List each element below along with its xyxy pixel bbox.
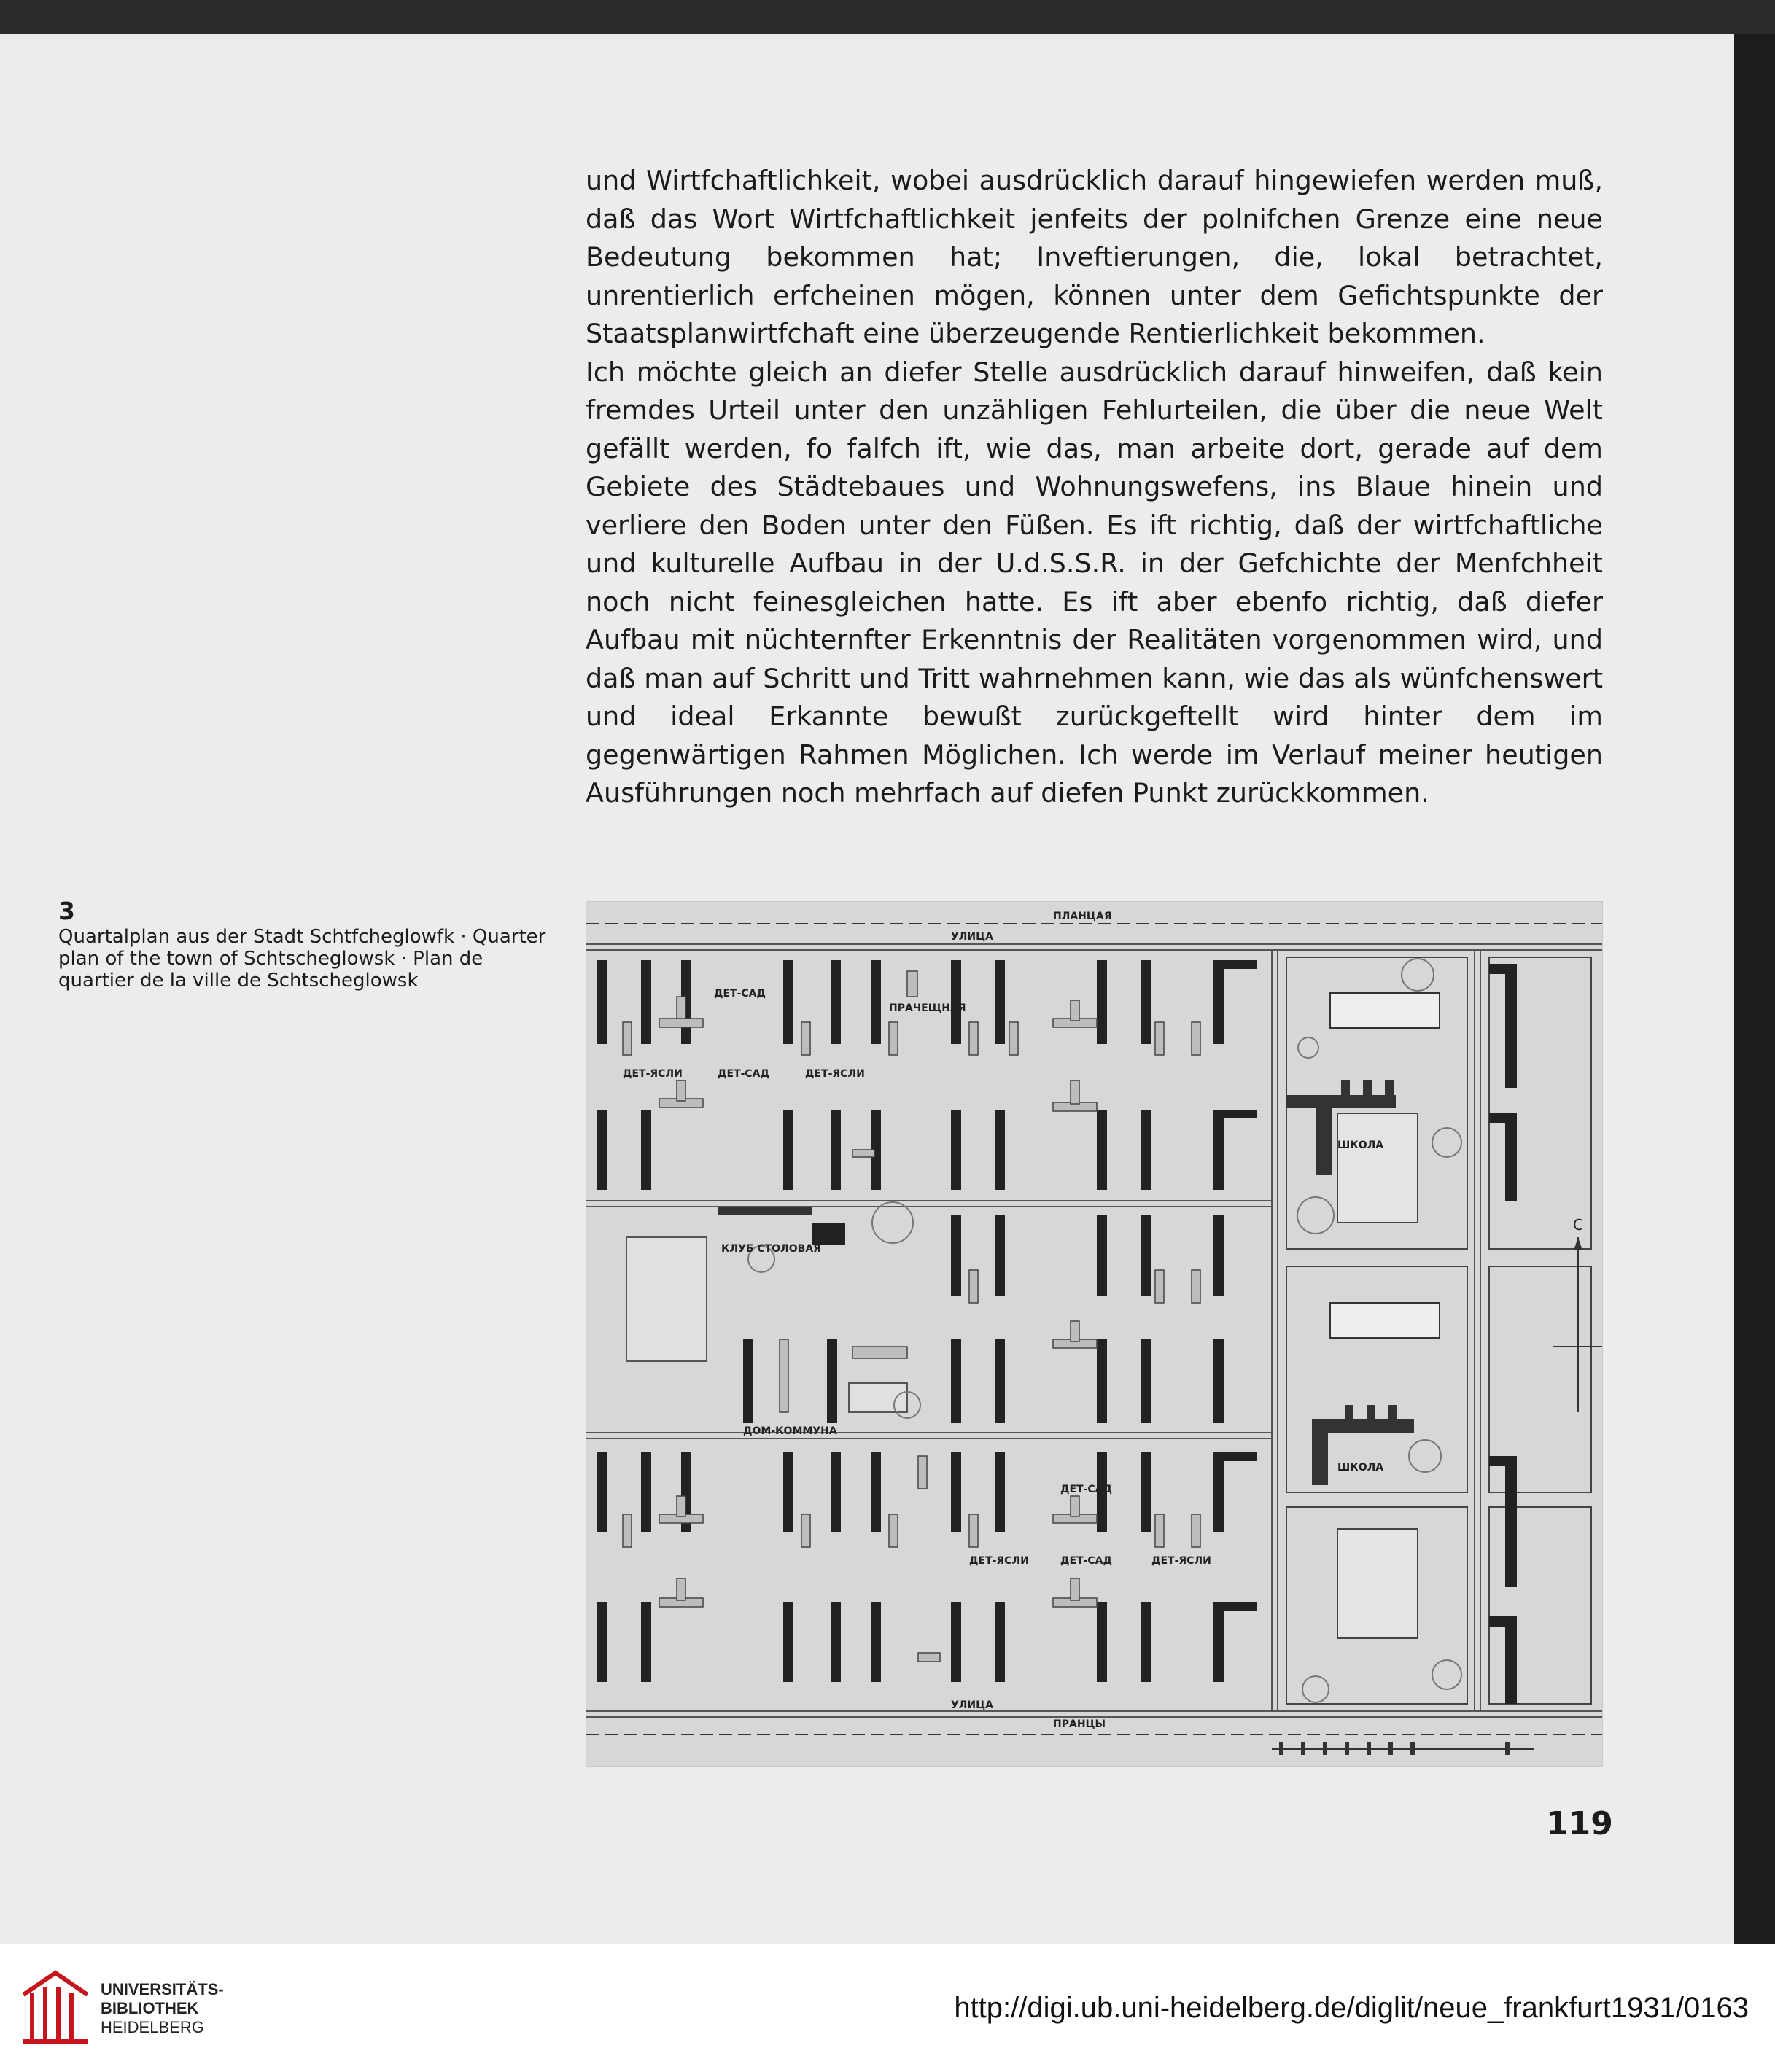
plan-label-street-top-2: УЛИЦА	[951, 931, 993, 943]
paragraph-2: Ich möchte gleich an diefer Stelle ausdrücklich darauf hinweifen, daß kein fremdes Urteil unter den unzähligen Fehlurteilen, die über die neue Welt gefällt werden, fo falfch ift, wie das, man arbeite dort, gerade auf dem Gebiete des Städtebaues und Wohnungswefens, ins Blaue hinein und verliere den Boden unter den Füßen. Es ift richtig, daß der wirtfchaftliche und kulturelle Aufbau in der U.d.S.S.R. in der Gefchichte der Menfchheit noch nicht feinesgleichen hatte. Es ift aber ebenfo richtig, daß diefer Aufbau mit nüchternfter Erkenntnis der Realitäten vorgenommen wird, und daß man auf Schritt und Tritt wahrnehmen kann, wie das als wünfchenswert und ideal Erkannte bewußt zurückgeftellt wird hinter dem im gegenwärtigen Rahmen Möglichen. Ich werde im Verlauf meiner heutigen Ausführungen noch mehrfach auf diefen Punkt zurückkommen.	[586, 356, 1603, 809]
body-text	[586, 162, 1603, 813]
plan-label-north: C	[1573, 1216, 1583, 1234]
plan-label-dets-sad-1: ДЕТ-САД	[714, 988, 766, 1000]
plan-label-dets-yasli-3: ДЕТ-ЯСЛИ	[969, 1555, 1029, 1567]
logo-line-1: UNIVERSITÄTS-	[101, 1980, 224, 1998]
plan-label-street-bottom-2: ПРАНЦЫ	[1053, 1718, 1106, 1730]
logo-line-3: HEIDELBERG	[101, 2018, 204, 2036]
figure-caption	[58, 897, 554, 992]
plan-label-street-bottom-1: УЛИЦА	[951, 1699, 993, 1711]
plan-label-shkola-1: ШКОЛА	[1337, 1140, 1384, 1151]
plan-label-dom-kommuna: ДОМ-КОММУНА	[743, 1425, 837, 1437]
plan-label-dets-sad-3: ДЕТ-САД	[1060, 1484, 1112, 1495]
source-url-link[interactable]: http://digi.ub.uni-heidelberg.de/diglit/neue_frankfurt1931/0163	[954, 1992, 1749, 2024]
plan-label-shkola-2: ШКОЛА	[1337, 1462, 1384, 1473]
library-logo-icon	[19, 1966, 92, 2047]
paragraph-1: und Wirtfchaftlichkeit, wobei ausdrücklich darauf hingewiefen werden muß, daß das Wort Wirtfchaftlichkeit jenfeits der polnifchen Grenze eine neue Bedeutung bekommen hat; Inveftierungen, die, lokal betrachtet, unrentierlich erfcheinen mögen, können unter dem Gefichtspunkte der Staatsplanwirtfchaft eine überzeugende Rentierlichkeit bekommen.	[586, 165, 1603, 349]
caption-text: Quartalplan aus der Stadt Schtfcheglowfk · Quarter plan of the town of Schtscheglowsk · Plan de quartier de la ville de Schtscheglowsk	[58, 926, 546, 992]
scanned-page	[0, 34, 1734, 1944]
footer-bar	[0, 1944, 1775, 2072]
figure-number: 3	[58, 897, 75, 925]
library-logo-text	[101, 1980, 224, 2037]
plan-label-dets-sad-2: ДЕТ-САД	[718, 1068, 769, 1080]
quarter-plan-figure	[586, 901, 1603, 1767]
plan-label-dets-yasli-1: ДЕТ-ЯСЛИ	[623, 1068, 683, 1080]
plan-label-prachechnaya: ПРАЧЕЩНАЯ	[889, 1002, 966, 1014]
plan-label-klub: КЛУБ СТОЛОВАЯ	[721, 1243, 821, 1255]
logo-line-2: BIBLIOTHEK	[101, 1999, 199, 2017]
plan-label-dets-yasli-2: ДЕТ-ЯСЛИ	[805, 1068, 865, 1080]
plan-label-dets-yasli-4: ДЕТ-ЯСЛИ	[1151, 1555, 1211, 1567]
plan-label-street-top-1: ПЛАНЦАЯ	[1053, 911, 1112, 922]
page-number: 119	[1546, 1805, 1613, 1842]
page-edge-shadow	[1734, 34, 1775, 1944]
plan-label-dets-sad-4: ДЕТ-САД	[1060, 1555, 1112, 1567]
